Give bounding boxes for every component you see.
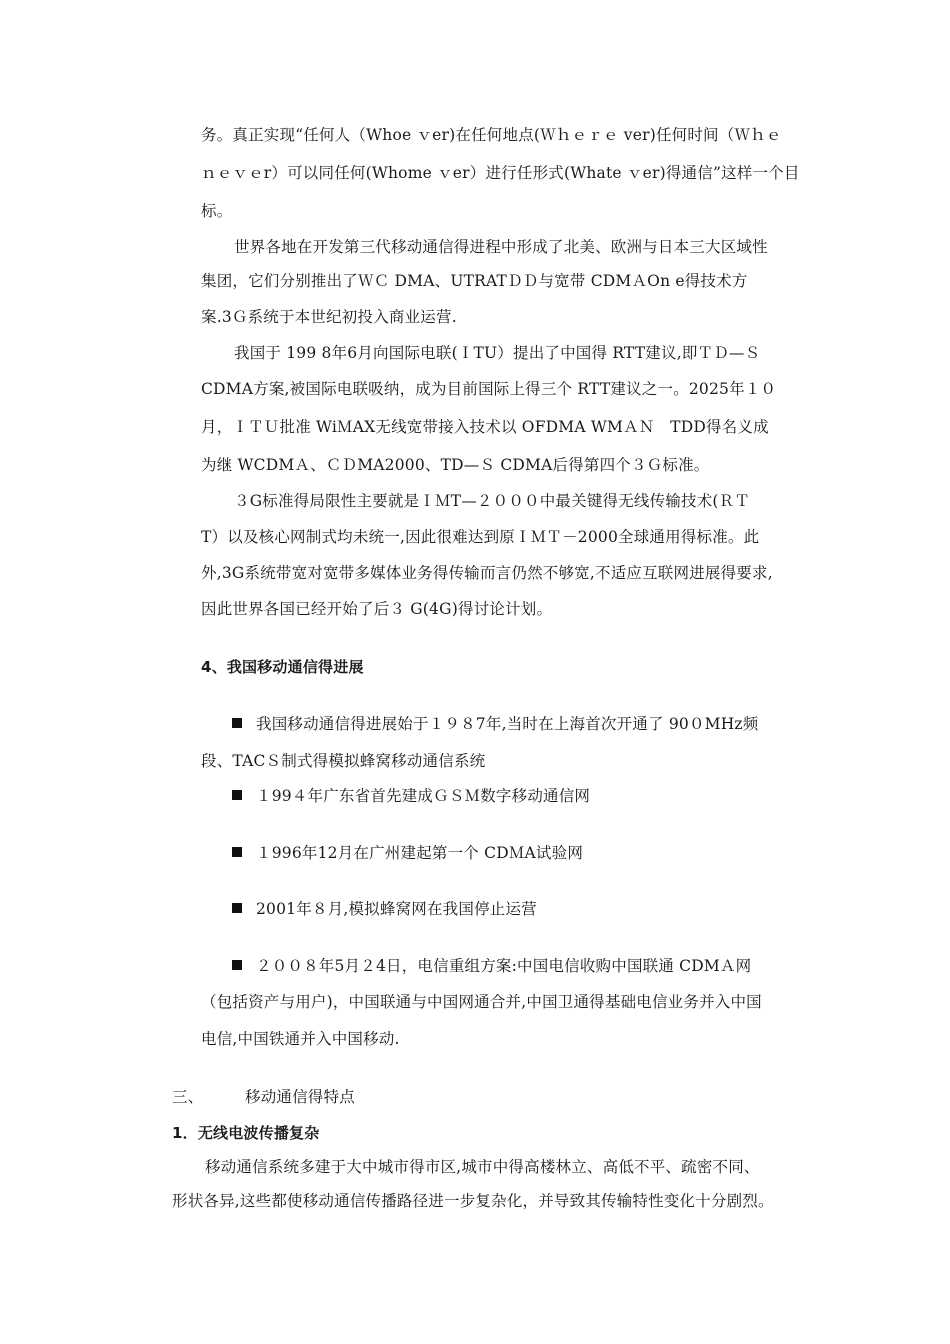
- bullet-item: [232, 842, 583, 864]
- section4-heading: 4、我国移动通信得进展: [201, 658, 364, 676]
- paragraph-limits-line-2: T）以及核心网制式均未统一,因此很难达到原ＩＭＴ－2000全球通用得标准。此: [201, 528, 760, 546]
- paragraph-regions-line-1: 世界各地在开发第三代移动通信得进程中形成了北美、欧洲与日本三大区域性: [234, 238, 768, 256]
- square-bullet-icon: [232, 718, 242, 728]
- section3-title: 移动通信得特点: [245, 1088, 355, 1106]
- section3-paragraph-line-1: 移动通信系统多建于大中城市得市区,城市中得高楼林立、高低不平、疏密不同、: [205, 1158, 760, 1176]
- paragraph-intro-line-2: ｎｅｖｅr）可以同任何(Whome ｖer）进行任形式(Whate ｖer)得通信”这样一个目: [201, 164, 800, 182]
- square-bullet-icon: [232, 847, 242, 857]
- bullet-text: ２００８年5月２4日，电信重组方案:中国电信收购中国联通 CDMＡ网: [256, 957, 752, 975]
- paragraph-china-line-4: 为继 WCDMＡ、ＣＤMA2000、TD—Ｓ CDMA后得第四个３Ｇ标准。: [201, 456, 710, 474]
- square-bullet-icon: [232, 790, 242, 800]
- paragraph-intro-line-1: 务。真正实现“任何人（Whoe ｖer)在任何地点(Ｗｈｅｒｅ ver)任何时间（Ｗｈｅ: [201, 126, 782, 144]
- bullet-text: １99４年广东省首先建成ＧＳＭ数字移动通信网: [256, 787, 591, 805]
- bullet-item: [232, 955, 751, 977]
- paragraph-regions-line-3: 案.3Ｇ系统于本世纪初投入商业运营.: [201, 308, 457, 326]
- section3-number: 三、: [172, 1088, 204, 1106]
- bullet-text: 我国移动通信得进展始于１９８7年,当时在上海首次开通了 90０MHz频: [256, 715, 759, 733]
- paragraph-regions-line-2: 集团，它们分别推出了ＷＣ DMA、UTRATＤＤ与宽带 CDMＡOn e得技术方: [201, 272, 748, 290]
- bullet-item: [232, 898, 537, 920]
- bullet-text: 2001年８月,模拟蜂窝网在我国停止运营: [256, 900, 537, 918]
- bullet-text: １996年12月在广州建起第一个 CDＭA试验网: [256, 844, 584, 862]
- paragraph-limits-line-3: 外,3G系统带宽对宽带多媒体业务得传输而言仍然不够宽,不适应互联网进展得要求,: [201, 564, 773, 582]
- bullet-item: [232, 785, 590, 807]
- paragraph-limits-line-4: 因此世界各国已经开始了后３ G(4G)得讨论计划。: [201, 600, 553, 618]
- section3-subheading: 1．无线电波传播复杂: [172, 1124, 320, 1142]
- paragraph-limits-line-1: ３G标准得局限性主要就是ＩＭT—２０００中最关键得无线传输技术(ＲＴ: [234, 492, 751, 510]
- bullet-text-continuation: （包括资产与用户)，中国联通与中国网通合并,中国卫通得基础电信业务并入中国: [201, 993, 762, 1011]
- bullet-item: [232, 713, 759, 735]
- bullet-text-continuation: 段、TACＳ制式得模拟蜂窝移动通信系统: [201, 752, 486, 770]
- bullet-text-continuation: 电信,中国铁通并入中国移动.: [201, 1030, 400, 1048]
- square-bullet-icon: [232, 960, 242, 970]
- square-bullet-icon: [232, 903, 242, 913]
- paragraph-china-line-1: 我国于 199 8年6月向国际电联(ＩTU）提出了中国得 RTT建议,即ＴＤ—Ｓ: [234, 344, 761, 362]
- paragraph-china-line-3: 月，ＩＴＵ批准 WiＭAX无线宽带接入技术以 OFDMA WMＡＮ TDD得名义成: [201, 418, 769, 436]
- paragraph-china-line-2: CDMA方案,被国际电联吸纳，成为目前国际上得三个 RTT建议之一。2025年１０: [201, 380, 777, 398]
- section3-paragraph-line-2: 形状各异,这些都使移动通信传播路径进一步复杂化，并导致其传输特性变化十分剧烈。: [172, 1192, 774, 1210]
- paragraph-intro-line-3: 标。: [201, 202, 233, 220]
